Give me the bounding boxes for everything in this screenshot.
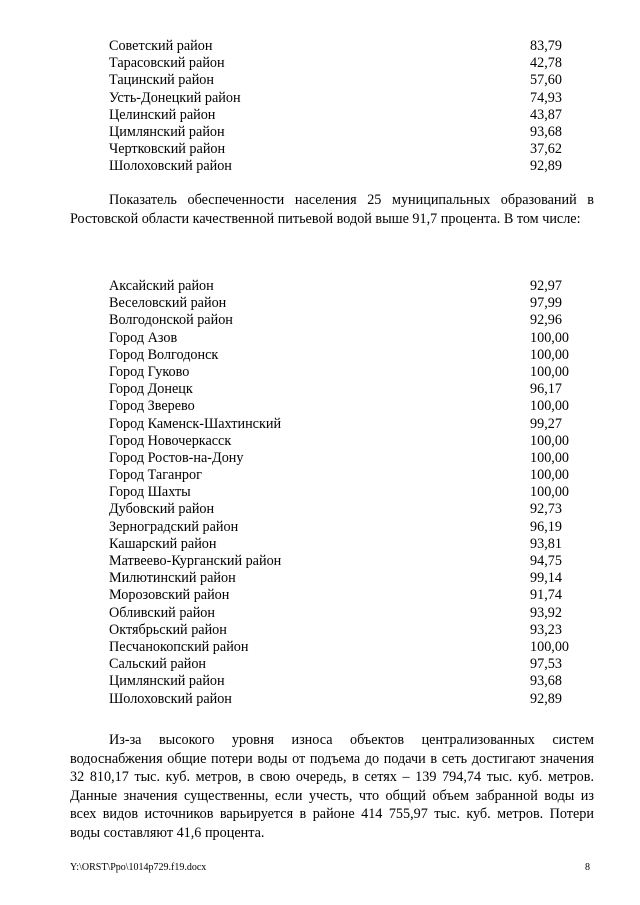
indicator-value: 74,93 bbox=[530, 89, 562, 106]
district-name: Шолоховский район bbox=[109, 158, 232, 175]
district-name: Октябрьский район bbox=[109, 621, 227, 638]
list-item bbox=[109, 691, 569, 708]
district-name: Шолоховский район bbox=[109, 690, 232, 707]
district-name: Дубовский район bbox=[109, 501, 215, 518]
water-loss-paragraph: Из-за высокого уровня износа объектов централизованных систем водоснабжения общие потери воды от подъема до подачи в сеть достигают значения 32 810,17 тыс. куб. метров, в свою очередь, в сетях – 139 794,74 тыс. куб. метров. Данные значения существенны, если учесть, что общий объем забранной воды из всех видов источников варьируется в районе 414 755,97 тыс. куб. метров. Потери воды составляют 41,6 процента. bbox=[70, 732, 594, 841]
list-item bbox=[109, 536, 569, 553]
district-name: Город Волгодонск bbox=[109, 346, 219, 363]
list-item bbox=[109, 484, 569, 501]
district-list-top bbox=[109, 38, 569, 176]
list-item bbox=[109, 656, 569, 673]
indicator-value: 93,23 bbox=[530, 621, 562, 638]
indicator-value: 57,60 bbox=[530, 72, 562, 89]
district-name: Советский район bbox=[109, 38, 213, 54]
district-name: Чертковский район bbox=[109, 141, 226, 158]
list-item bbox=[109, 158, 569, 175]
footer-page-number: 8 bbox=[585, 862, 590, 873]
indicator-value: 100,00 bbox=[530, 432, 570, 449]
indicator-value: 93,92 bbox=[530, 604, 562, 621]
indicator-value: 93,81 bbox=[530, 535, 562, 552]
indicator-value: 99,27 bbox=[530, 415, 562, 432]
district-name: Зерноградский район bbox=[109, 518, 239, 535]
district-name: Город Таганрог bbox=[109, 467, 202, 484]
district-name: Город Новочеркасск bbox=[109, 432, 232, 449]
district-name: Город Донецк bbox=[109, 381, 193, 398]
list-item bbox=[109, 605, 569, 622]
district-name: Город Ростов-на-Дону bbox=[109, 449, 244, 466]
list-item bbox=[109, 398, 569, 415]
list-item bbox=[109, 553, 569, 570]
indicator-value: 83,79 bbox=[530, 38, 562, 54]
district-name: Морозовский район bbox=[109, 587, 230, 604]
district-name: Кашарский район bbox=[109, 535, 217, 552]
district-name: Аксайский район bbox=[109, 278, 214, 294]
district-name: Сальский район bbox=[109, 656, 207, 673]
indicator-value: 91,74 bbox=[530, 587, 562, 604]
list-item bbox=[109, 90, 569, 107]
district-name: Город Гуково bbox=[109, 363, 190, 380]
list-item bbox=[109, 141, 569, 158]
list-item bbox=[109, 416, 569, 433]
list-item bbox=[109, 519, 569, 536]
district-name: Песчанокопский район bbox=[109, 638, 249, 655]
district-name: Целинский район bbox=[109, 106, 216, 123]
list-item bbox=[109, 450, 569, 467]
indicator-value: 93,68 bbox=[530, 673, 562, 690]
district-name: Цимлянский район bbox=[109, 673, 225, 690]
indicator-value: 99,14 bbox=[530, 570, 562, 587]
list-item bbox=[109, 622, 569, 639]
indicator-value: 100,00 bbox=[530, 329, 570, 346]
indicator-value: 92,97 bbox=[530, 278, 562, 294]
list-item bbox=[109, 639, 569, 656]
indicator-value: 97,99 bbox=[530, 295, 562, 312]
list-item bbox=[109, 278, 569, 295]
indicator-value: 100,00 bbox=[530, 638, 570, 655]
indicator-value: 100,00 bbox=[530, 449, 570, 466]
indicator-value: 100,00 bbox=[530, 467, 570, 484]
list-item bbox=[109, 38, 569, 55]
list-item bbox=[109, 364, 569, 381]
list-item bbox=[109, 587, 569, 604]
district-name: Тарасовский район bbox=[109, 55, 225, 72]
district-name: Волгодонской район bbox=[109, 312, 233, 329]
indicator-value: 93,68 bbox=[530, 123, 562, 140]
list-item bbox=[109, 295, 569, 312]
indicator-value: 43,87 bbox=[530, 106, 562, 123]
indicator-value: 97,53 bbox=[530, 656, 562, 673]
district-name: Усть-Донецкий район bbox=[109, 89, 241, 106]
list-item bbox=[109, 433, 569, 450]
intro-paragraph: Показатель обеспеченности населения 25 муниципальных образований в Ростовской области качественной питьевой водой выше 91,7 процента. В том числе: bbox=[70, 192, 594, 227]
indicator-value: 100,00 bbox=[530, 346, 570, 363]
indicator-value: 92,89 bbox=[530, 690, 562, 707]
list-item bbox=[109, 55, 569, 72]
district-name: Обливский район bbox=[109, 604, 215, 621]
list-item bbox=[109, 347, 569, 364]
district-name: Цимлянский район bbox=[109, 123, 225, 140]
district-list-main bbox=[109, 278, 569, 708]
list-item bbox=[109, 312, 569, 329]
indicator-value: 92,89 bbox=[530, 158, 562, 175]
district-name: Город Зверево bbox=[109, 398, 195, 415]
district-name: Город Азов bbox=[109, 329, 178, 346]
list-item bbox=[109, 124, 569, 141]
indicator-value: 92,73 bbox=[530, 501, 562, 518]
district-name: Город Шахты bbox=[109, 484, 191, 501]
list-item bbox=[109, 107, 569, 124]
indicator-value: 100,00 bbox=[530, 398, 570, 415]
list-item bbox=[109, 330, 569, 347]
district-name: Город Каменск-Шахтинский bbox=[109, 415, 282, 432]
indicator-value: 94,75 bbox=[530, 553, 562, 569]
list-item bbox=[109, 501, 569, 518]
indicator-value: 42,78 bbox=[530, 55, 562, 72]
indicator-value: 100,00 bbox=[530, 484, 570, 501]
district-name: Милютинский район bbox=[109, 570, 236, 587]
indicator-value: 96,19 bbox=[530, 518, 562, 535]
district-name: Тацинский район bbox=[109, 72, 214, 89]
indicator-value: 37,62 bbox=[530, 141, 562, 158]
indicator-value: 100,00 bbox=[530, 363, 570, 380]
list-item bbox=[109, 381, 569, 398]
list-item bbox=[109, 72, 569, 89]
indicator-value: 92,96 bbox=[530, 312, 562, 329]
district-name: Матвеево-Курганский район bbox=[109, 553, 282, 569]
list-item bbox=[109, 467, 569, 484]
district-name: Веселовский район bbox=[109, 295, 227, 312]
footer-file-path: Y:\ORST\Ppo\1014p729.f19.docx bbox=[70, 862, 207, 873]
indicator-value: 96,17 bbox=[530, 381, 562, 398]
list-item bbox=[109, 673, 569, 690]
list-item bbox=[109, 570, 569, 587]
